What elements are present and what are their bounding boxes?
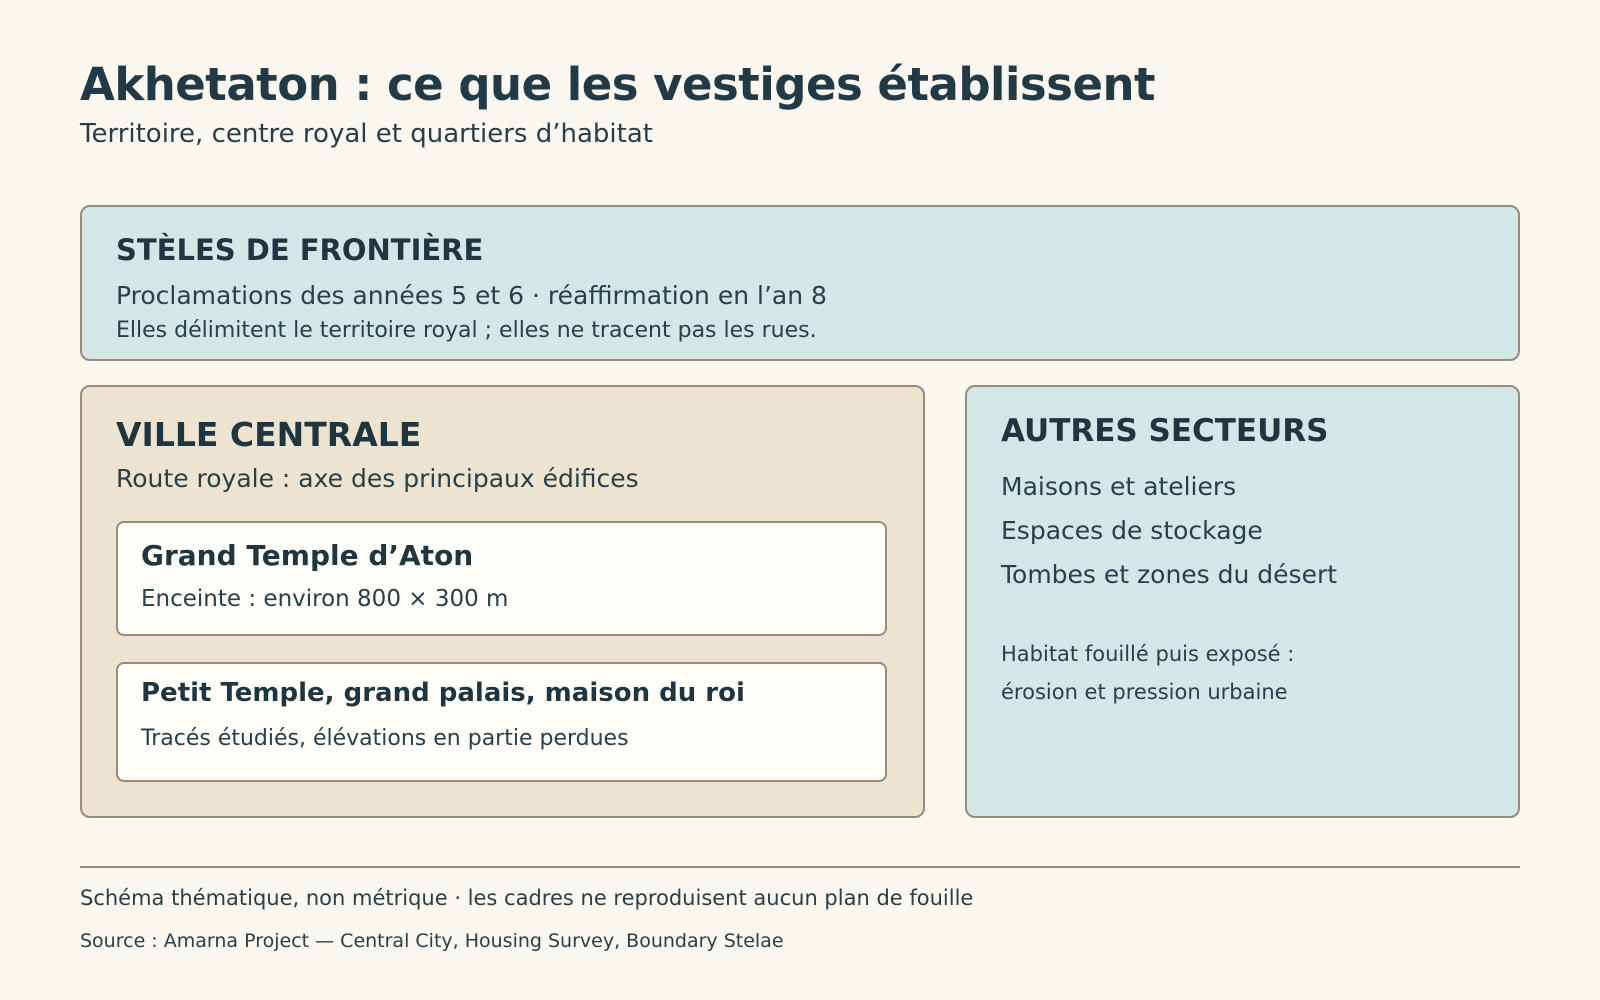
boundary-stelae-heading: STÈLES DE FRONTIÈRE [116,233,484,267]
other-sectors-note [1001,635,1294,711]
other-sectors-list [1001,472,1337,604]
small-temple-palace-title: Petit Temple, grand palais, maison du roi [141,678,745,708]
boundary-stelae-proclamations: Proclamations des années 5 et 6 · réaffirmation en l’an 8 [116,281,827,310]
boundary-stelae-panel [80,205,1520,361]
other-sectors-heading: AUTRES SECTEURS [1001,413,1329,449]
small-temple-palace-card [116,662,887,782]
boundary-stelae-note: Elles délimitent le territoire royal ; elles ne tracent pas les rues. [116,318,817,343]
other-sectors-note-line2: érosion et pression urbaine [1001,680,1288,704]
great-temple-title: Grand Temple d’Aton [141,539,474,572]
great-temple-dimensions: Enceinte : environ 800 × 300 m [141,586,509,612]
central-city-panel [80,385,925,818]
great-temple-card [116,521,887,636]
central-city-royal-road: Route royale : axe des principaux édifices [116,464,639,493]
small-temple-palace-note: Tracés étudiés, élévations en partie perdues [141,726,629,751]
list-item: Tombes et zones du désert [1001,560,1338,589]
central-city-heading: VILLE CENTRALE [116,415,422,454]
page-subtitle: Territoire, centre royal et quartiers d’habitat [80,119,653,149]
other-sectors-panel [965,385,1520,818]
list-item: Espaces de stockage [1001,516,1263,545]
footer-divider [80,866,1520,868]
footer-note: Schéma thématique, non métrique · les cadres ne reproduisent aucun plan de fouille [80,886,974,910]
footer-source: Source : Amarna Project — Central City, Housing Survey, Boundary Stelae [80,930,784,952]
page-title: Akhetaton : ce que les vestiges établissent [80,58,1156,111]
other-sectors-note-line1: Habitat fouillé puis exposé : [1001,642,1295,666]
list-item: Maisons et ateliers [1001,472,1237,501]
